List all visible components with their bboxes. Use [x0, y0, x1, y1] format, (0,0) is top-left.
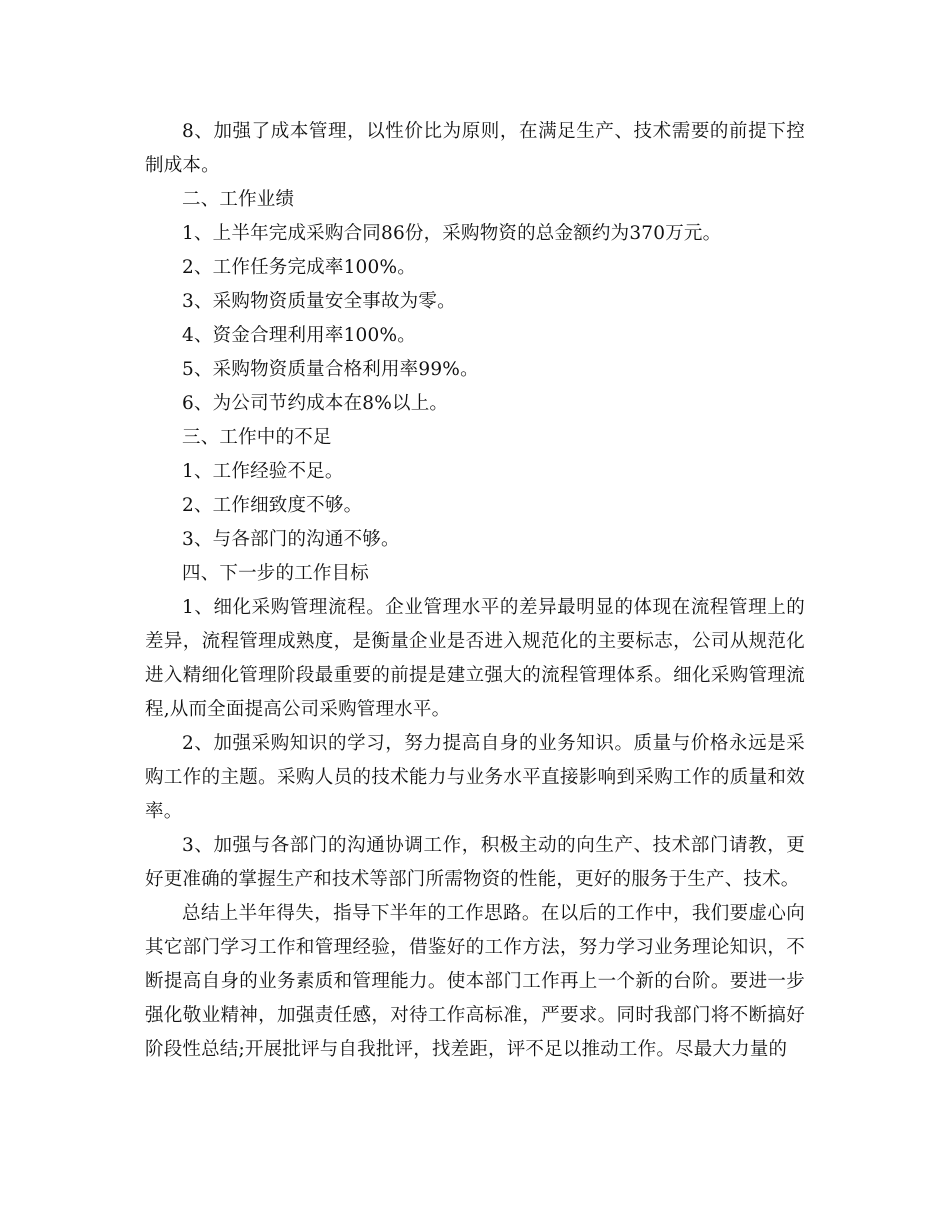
heading-shortcomings: 三、工作中的不足: [182, 427, 332, 448]
list-item-fund-usage: 4、资金合理利用率100%。: [182, 325, 416, 346]
heading-work-performance: 二、工作业绩: [182, 189, 295, 210]
list-item-detail: 2、工作细致度不够。: [182, 495, 363, 516]
document-body: [145, 115, 805, 1067]
list-item-quality-pass-rate: 5、采购物资质量合格利用率99%。: [182, 359, 479, 380]
heading-next-goals: 四、下一步的工作目标: [182, 563, 370, 584]
list-item-task-completion: 2、工作任务完成率100%。: [182, 257, 416, 278]
list-item-contracts: 1、上半年完成采购合同86份，采购物资的总金额约为370万元。: [182, 223, 722, 244]
paragraph-refine-process: 1、细化采购管理流程。企业管理水平的差异最明显的体现在流程管理上的差异，流程管理成熟度，是衡量企业是否进入规范化的主要标志，公司从规范化进入精细化管理阶段最重要的前提是建立强大的流程管理体系。细化采购管理流程,从而全面提高公司采购管理水平。: [145, 597, 805, 720]
list-item-experience: 1、工作经验不足。: [182, 461, 344, 482]
list-item-quality-safety: 3、采购物资质量安全事故为零。: [182, 291, 456, 312]
paragraph-coordination: 3、加强与各部门的沟通协调工作，积极主动的向生产、技术部门请教，更好更准确的掌握生产和技术等部门所需物资的性能，更好的服务于生产、技术。: [145, 835, 805, 890]
paragraph-learning: 2、加强采购知识的学习，努力提高自身的业务知识。质量与价格永远是采购工作的主题。采购人员的技术能力与业务水平直接影响到采购工作的质量和效率。: [145, 733, 805, 822]
list-item-cost-savings: 6、为公司节约成本在8%以上。: [182, 393, 449, 414]
list-item-communication: 3、与各部门的沟通不够。: [182, 529, 400, 550]
paragraph-cost-management: 8、加强了成本管理，以性价比为原则，在满足生产、技术需要的前提下控制成本。: [145, 121, 805, 176]
paragraph-summary: 总结上半年得失，指导下半年的工作思路。在以后的工作中，我们要虚心向其它部门学习工作和管理经验，借鉴好的工作方法，努力学习业务理论知识，不断提高自身的业务素质和管理能力。使本部门工作再上一个新的台阶。要进一步强化敬业精神，加强责任感，对待工作高标准，严要求。同时我部门将不断搞好阶段性总结;开展批评与自我批评，找差距，评不足以推动工作。尽最大力量的: [145, 903, 805, 1060]
